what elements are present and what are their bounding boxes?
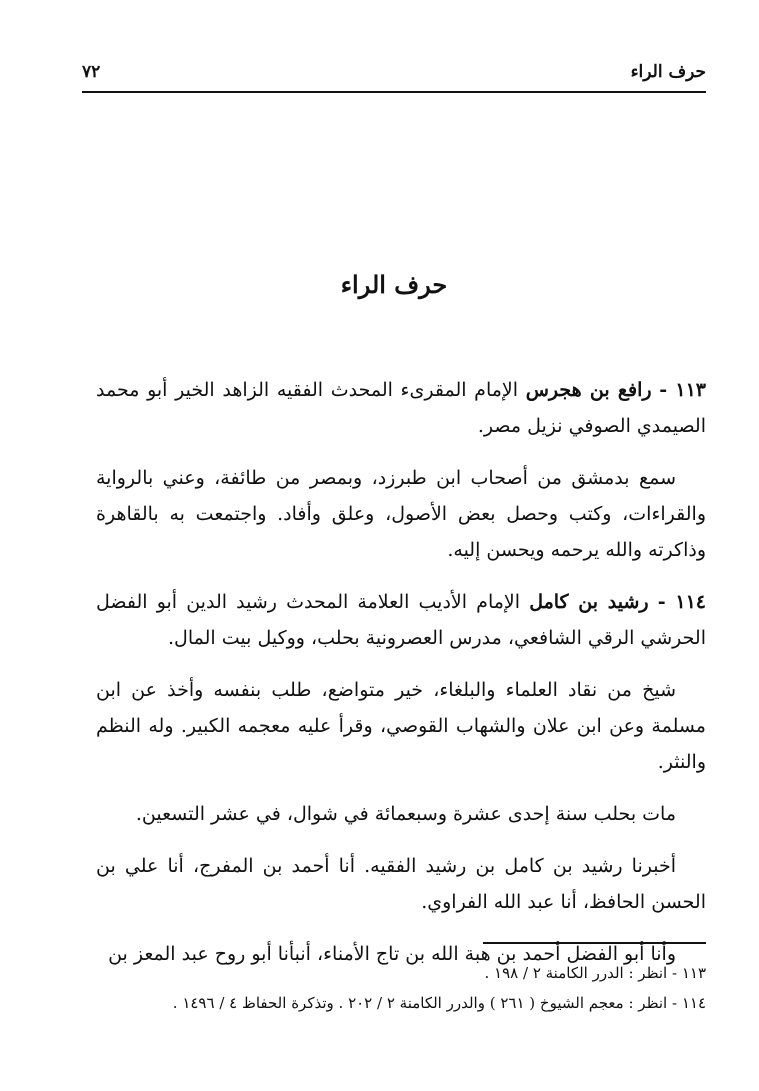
footnote-113: ١١٣ - انظر : الدرر الكامنة ٢ / ١٩٨ . [484, 964, 706, 982]
entry-113-heading [96, 372, 706, 444]
page-number: ٧٢ [82, 62, 101, 82]
footnote-114: ١١٤ - انظر : معجم الشيوخ ( ٢٦١ ) والدرر الكامنة ٢ / ٢٠٢ . وتذكرة الحفاظ ٤ / ١٤٩٦ . [172, 994, 706, 1012]
entry-114-heading [96, 584, 706, 656]
entry-number: ١١٣ - [659, 379, 706, 401]
entry-113-biography: سمع بدمشق من أصحاب ابن طبرزد، وبمصر من طائفة، وعني بالرواية والقراءات، وكتب وحصل بعض الأصول، وعلق وأفاد. واجتمعت به بالقاهرة وذاكرته والله يرحمه ويحسن إليه. [96, 467, 706, 561]
entry-number: ١١٤ - [657, 591, 706, 613]
footnote-rule [483, 942, 706, 944]
running-title: حرف الراء [630, 62, 706, 82]
entry-name: رشيد بن كامل [529, 591, 649, 613]
footnotes [110, 958, 706, 1018]
header-rule [82, 91, 706, 93]
entry-114-biography: شيخ من نقاد العلماء والبلغاء، خير متواضع، طلب بنفسه وأخذ عن ابن مسلمة وعن ابن علان والشهاب القوصي، وقرأ عليه معجمه الكبير. وله النظم والنثر. [96, 679, 706, 773]
entry-description: الإمام الأديب العلامة المحدث رشيد الدين أبو الفضل الحرشي الرقي الشافعي، مدرس العصرونية بحلب، ووكيل بيت المال. [96, 591, 706, 649]
entry-114-isnad-2: وأنا أبو الفضل أحمد بن هبة الله بن تاج الأمناء، أنبأنا أبو روح عبد المعز بن [108, 943, 676, 965]
entry-name: رافع بن هجرس [525, 379, 652, 401]
entry-description: الإمام المقرىء المحدث الفقيه الزاهد الخير أبو محمد الصيمدي الصوفي نزيل مصر. [96, 379, 706, 437]
chapter-title: حرف الراء [340, 270, 448, 299]
entry-114-death: مات بحلب سنة إحدى عشرة وسبعمائة في شوال، في عشر التسعين. [135, 803, 676, 825]
body-text [96, 372, 706, 988]
running-header [82, 58, 706, 92]
entry-114-isnad-1: أخبرنا رشيد بن كامل بن رشيد الفقيه. أنا أحمد بن المفرج، أنا علي بن الحسن الحافظ، أنا عبد الله الفراوي. [96, 855, 706, 913]
